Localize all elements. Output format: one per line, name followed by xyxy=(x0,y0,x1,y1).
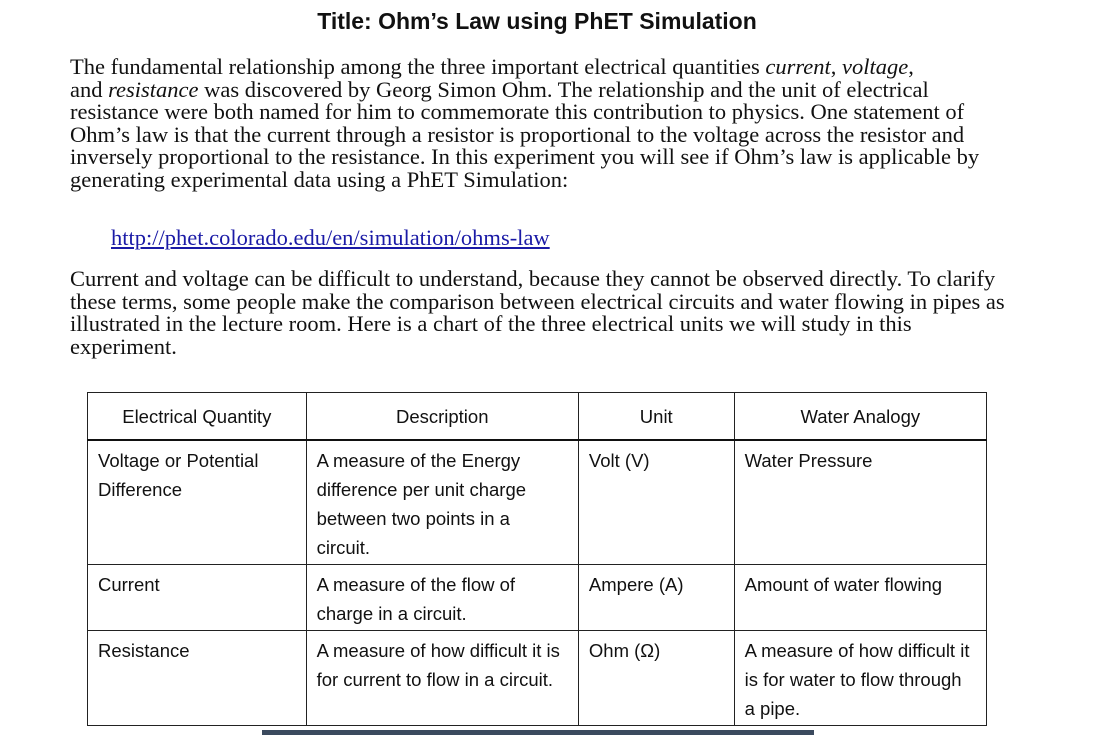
cell-unit: Ampere (A) xyxy=(578,565,734,631)
intro-text-3: was discovered by Georg Simon Ohm. The relationship and the unit of electrical resistance were both named for him to commemorate this contribution to physics. One statement of Ohm’s law is that the current through a resistor is proportional to the voltage across the resistor and inversely proportional to the resistance. In this experiment you will see if Ohm’s law is applicable by generating experimental data using a PhET Simulation: xyxy=(70,76,980,192)
cell-water-analogy: A measure of how difficult it is for water to flow through a pipe. xyxy=(734,631,986,726)
intro-text-1: The fundamental relationship among the three important electrical quantities xyxy=(70,54,766,79)
intro-text-2: and xyxy=(70,76,109,102)
cell-description: A measure of how difficult it is for current to flow in a circuit. xyxy=(306,631,578,726)
intro-sep-1: , xyxy=(830,54,843,79)
table-row xyxy=(88,631,987,726)
header-description: Description xyxy=(306,393,578,441)
electrical-units-table xyxy=(87,392,987,726)
table-row xyxy=(88,565,987,631)
document-title: Title: Ohm’s Law using PhET Simulation xyxy=(317,8,757,34)
term-resistance: resistance xyxy=(108,76,199,102)
table-header-row xyxy=(88,393,987,441)
intro-sep-2: , xyxy=(908,54,914,79)
cell-quantity: Current xyxy=(88,565,307,631)
analogy-paragraph: Current and voltage can be difficult to understand, because they cannot be observed directly. To clarify these terms, some people make the comparison between electrical circuits and water flowing in pipes as illustrated in the lecture room. Here is a chart of the three electrical units we will study in this experiment. xyxy=(70,266,1005,359)
cell-quantity: Voltage or Potential Difference xyxy=(88,440,307,565)
cell-unit: Volt (V) xyxy=(578,440,734,565)
header-unit: Unit xyxy=(578,393,734,441)
header-electrical-quantity: Electrical Quantity xyxy=(88,393,307,441)
cell-description: A measure of the Energy difference per unit charge between two points in a circuit. xyxy=(306,440,578,565)
header-water-analogy: Water Analogy xyxy=(734,393,986,441)
intro-paragraph xyxy=(70,56,1020,191)
term-voltage: voltage xyxy=(842,54,909,79)
cell-water-analogy: Amount of water flowing xyxy=(734,565,986,631)
term-current: current xyxy=(765,54,831,79)
cell-unit: Ohm (Ω) xyxy=(578,631,734,726)
cell-water-analogy: Water Pressure xyxy=(734,440,986,565)
phet-simulation-link[interactable]: http://phet.colorado.edu/en/simulation/ohms-law xyxy=(111,225,550,250)
cell-quantity: Resistance xyxy=(88,631,307,726)
table-row xyxy=(88,440,987,565)
cropped-figure-edge xyxy=(262,730,814,735)
cell-description: A measure of the flow of charge in a circuit. xyxy=(306,565,578,631)
